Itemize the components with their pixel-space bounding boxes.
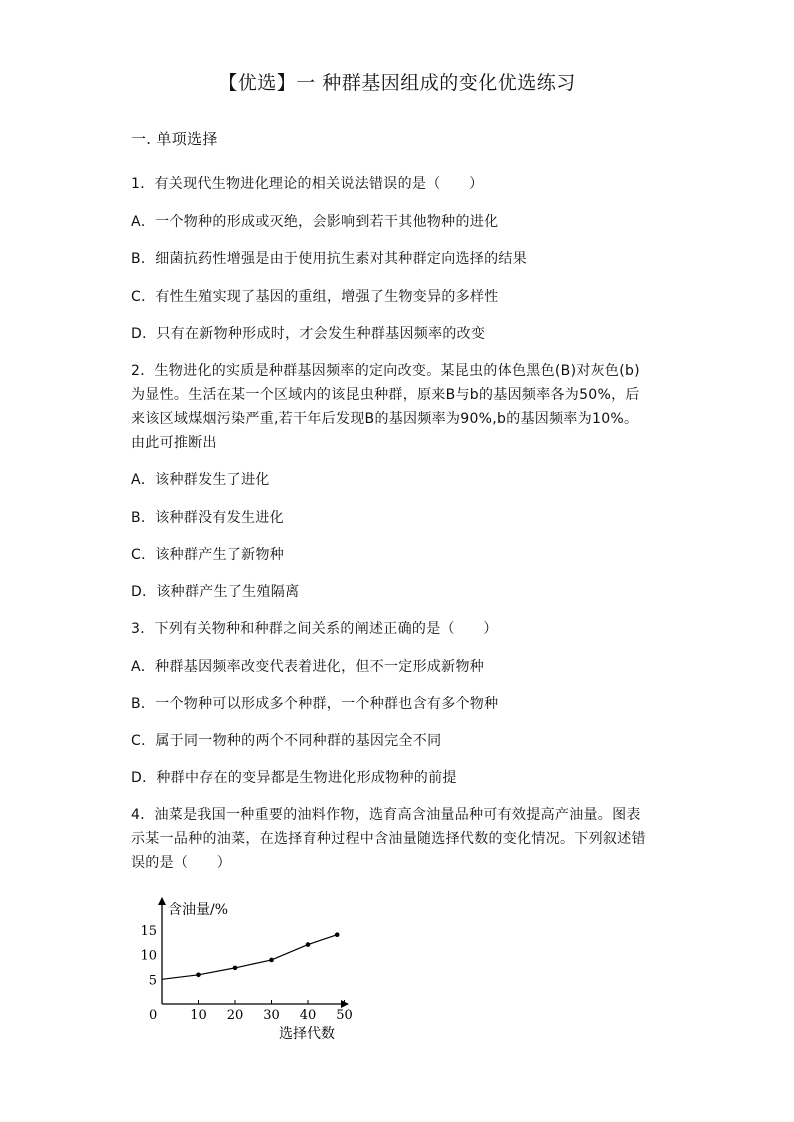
question-4-stem-line-3: 误的是（ ） (131, 855, 232, 871)
question-1-stem: 1．有关现代生物进化理论的相关说法错误的是（ ） (131, 176, 484, 192)
question-2-stem-line-2: 为显性。生活在某一个区域内的该昆虫种群，原来B与b的基因频率各为50%，后 (131, 387, 640, 403)
question-1-option-d: D．只有在新物种形成时，才会发生种群基因频率的改变 (131, 326, 486, 342)
question-2-stem-line-3: 来该区域煤烟污染严重,若干年后发现B的基因频率为90%,b的基因频率为10%。 (131, 411, 639, 427)
data-point (233, 966, 238, 971)
series-line (162, 935, 337, 980)
question-2-stem-line-1: 2．生物进化的实质是种群基因频率的定向改变。某昆虫的体色黑色(B)对灰色(b) (131, 363, 640, 379)
y-tick-label: 10 (140, 948, 157, 964)
question-4-stem-line-2: 示某一品种的油菜，在选择育种过程中含油量随选择代数的变化情况。下列叙述错 (131, 831, 646, 847)
question-2-stem-line-4: 由此可推断出 (131, 435, 217, 451)
x-tick-label: 50 (336, 1008, 353, 1023)
question-2-option-d: D．该种群产生了生殖隔离 (131, 584, 300, 600)
x-axis-label: 选择代数 (279, 1026, 335, 1042)
question-1-option-c: C．有性生殖实现了基因的重组，增强了生物变异的多样性 (131, 289, 499, 305)
data-point (196, 972, 201, 977)
question-3-stem: 3．下列有关物种和种群之间关系的阐述正确的是（ ） (131, 621, 498, 637)
question-1-option-a: A．一个物种的形成或灭绝，会影响到若干其他物种的进化 (131, 214, 499, 230)
y-axis-label: 含油量/% (168, 902, 229, 918)
x-tick-label: 10 (190, 1008, 207, 1023)
x-tick-label: 20 (226, 1008, 244, 1023)
data-point (269, 958, 274, 963)
y-tick-label: 5 (148, 973, 157, 989)
y-tick-label: 15 (140, 923, 157, 939)
question-3-option-c: C．属于同一物种的两个不同种群的基因完全不同 (131, 733, 442, 749)
x-tick-label: 30 (263, 1008, 280, 1023)
x-tick-label: 40 (299, 1008, 317, 1023)
section-heading: 一. 单项选择 (131, 130, 218, 148)
question-3-option-a: A．种群基因频率改变代表着进化，但不一定形成新物种 (131, 659, 485, 675)
question-2-option-b: B．该种群没有发生进化 (131, 510, 284, 526)
data-point (335, 932, 340, 937)
origin-label: 0 (149, 1008, 158, 1023)
question-3-option-d: D．种群中存在的变异都是生物进化形成物种的前提 (131, 770, 457, 786)
page-title: 【优选】一 种群基因组成的变化优选练习 (218, 72, 576, 94)
oil-content-chart (140, 892, 360, 1052)
question-4-stem-line-1: 4．油菜是我国一种重要的油料作物，选育高含油量品种可有效提高产油量。图表 (131, 807, 641, 823)
data-point (306, 942, 311, 947)
question-2-option-a: A．该种群发生了进化 (131, 472, 270, 488)
question-3-option-b: B．一个物种可以形成多个种群，一个种群也含有多个物种 (131, 696, 499, 712)
question-1-option-b: B．细菌抗药性增强是由于使用抗生素对其种群定向选择的结果 (131, 251, 528, 267)
question-2-option-c: C．该种群产生了新物种 (131, 547, 285, 563)
